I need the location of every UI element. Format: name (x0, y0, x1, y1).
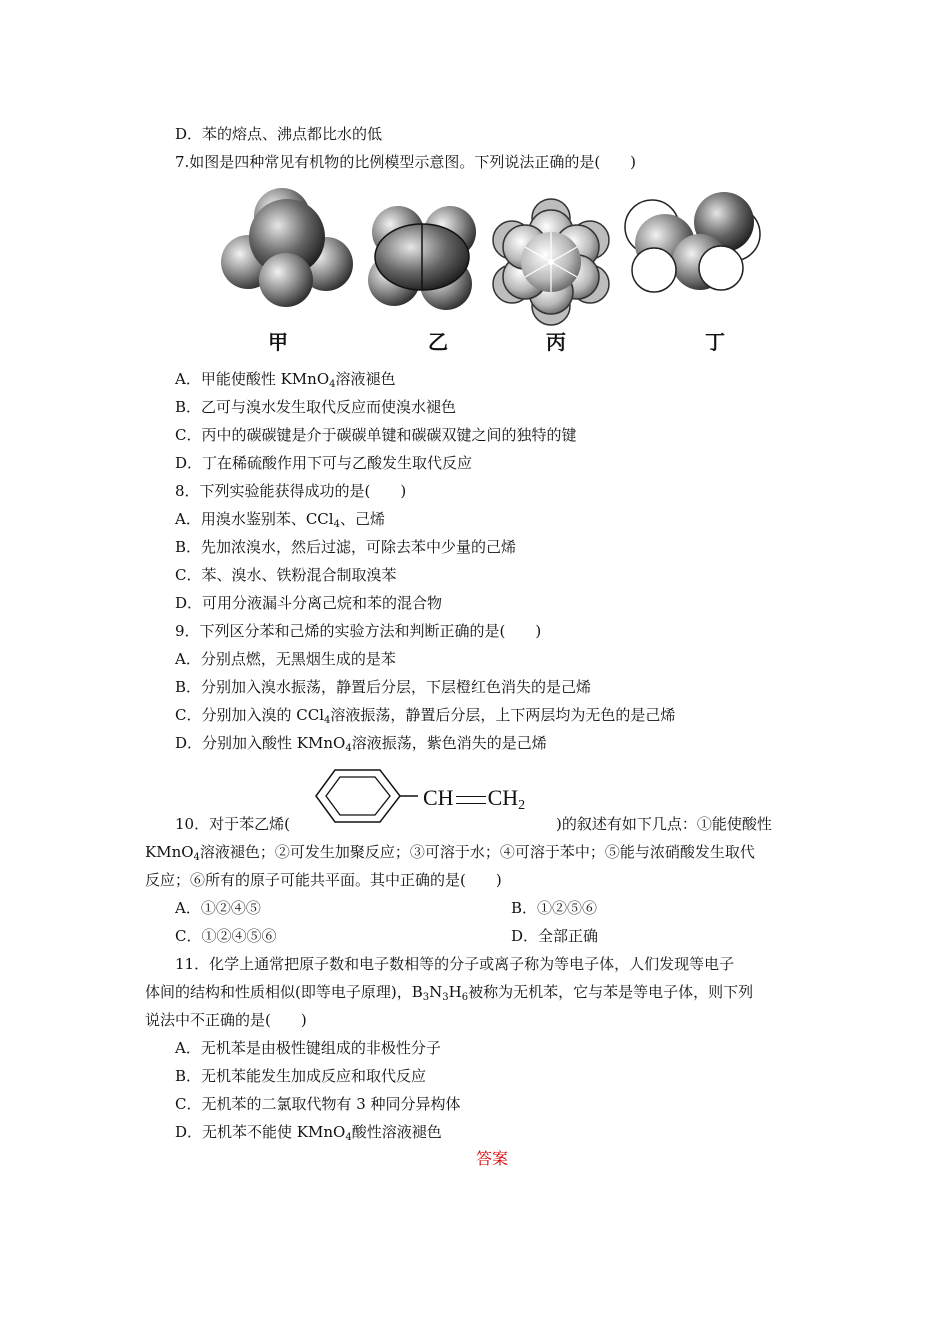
q8-option-c: C．苯、溴水、铁粉混合制取溴苯 (175, 566, 397, 584)
q10-stem-start: 10．对于苯乙烯( (175, 815, 290, 833)
q8-option-b: B．先加浓溴水，然后过滤，可除去苯中少量的己烯 (175, 538, 517, 556)
q8-option-d: D．可用分液漏斗分离己烷和苯的混合物 (175, 594, 443, 612)
q9-option-b: B．分别加入溴水振荡，静置后分层，下层橙红色消失的是己烯 (175, 678, 592, 696)
q9-option-a: A．分别点燃，无黑烟生成的是苯 (175, 650, 396, 668)
q7-option-b: B．乙可与溴水发生取代反应而使溴水褪色 (175, 398, 457, 416)
q9-option-c: C．分别加入溴的 CCl$_4$溶液振荡，静置后分层，上下两层均为无色的是己烯 (175, 706, 676, 726)
model-jia-methane (221, 188, 353, 307)
q11-option-c: C．无机苯的二氯取代物有 3 种同分异构体 (175, 1095, 461, 1113)
q11-option-a: A．无机苯是由极性键组成的非极性分子 (175, 1039, 441, 1057)
q11-option-d: D．无机苯不能使 KMnO$_4$酸性溶液褪色 (175, 1123, 442, 1143)
q11-line1: 11．化学上通常把原子数和电子数相等的分子或离子称为等电子体，人们发现等电子 (175, 955, 735, 973)
q6-option-d: D．苯的熔点、沸点都比水的低 (175, 125, 383, 143)
q10-option-d: D．全部正确 (511, 927, 599, 945)
q7-option-d: D．丁在稀硫酸作用下可与乙酸发生取代反应 (175, 454, 473, 472)
model-bing-benzene (493, 199, 609, 325)
styrene-formula: CH CH2 (423, 785, 526, 813)
q11-line3: 说法中不正确的是( ) (145, 1011, 307, 1029)
styrene-benzene-ring (310, 766, 410, 826)
q9-stem: 9．下列区分苯和己烯的实验方法和判断正确的是( ) (175, 622, 542, 640)
q7-option-a: A．甲能使酸性 KMnO$_4$溶液褪色 (175, 370, 396, 390)
q10-option-c: C．①②④⑤⑥ (175, 927, 277, 945)
q8-option-a: A．用溴水鉴别苯、CCl$_4$、己烯 (175, 510, 385, 530)
model-yi-ethylene (368, 206, 476, 310)
q10-option-a: A．①②④⑤ (175, 899, 261, 917)
model-ding-ethanol (625, 192, 760, 292)
q7-stem: 7.如图是四种常见有机物的比例模型示意图。下列说法正确的是( ) (175, 153, 637, 171)
model-label-bing: 丙 (546, 330, 566, 354)
q10-line3: 反应；⑥所有的原子可能共平面。其中正确的是( ) (145, 871, 502, 889)
q10-line2: KMnO$_4$溶液褪色；②可发生加聚反应；③可溶于水；④可溶于苯中；⑤能与浓硝酸发生取代 (145, 843, 755, 863)
model-label-ding: 丁 (705, 330, 725, 354)
double-bond (456, 796, 486, 804)
q7-option-c: C．丙中的碳碳键是介于碳碳单键和碳碳双键之间的独特的键 (175, 426, 577, 444)
q8-stem: 8．下列实验能获得成功的是( ) (175, 482, 407, 500)
q10-stem-end: )的叙述有如下几点：①能使酸性 (556, 815, 772, 833)
molecule-models-figure (0, 182, 950, 322)
q11-line2: 体间的结构和性质相似(即等电子原理)，$B_3N_3H_6$被称为无机苯，它与苯是等电子体，则下列 (145, 983, 754, 1003)
q11-option-b: B．无机苯能发生加成反应和取代反应 (175, 1067, 427, 1085)
model-label-jia: 甲 (268, 330, 288, 354)
answer-link[interactable]: 答案 (476, 1149, 509, 1168)
q10-option-b: B．①②⑤⑥ (511, 899, 598, 917)
q9-option-d: D．分别加入酸性 KMnO$_4$溶液振荡，紫色消失的是己烯 (175, 734, 547, 754)
model-label-yi: 乙 (428, 330, 448, 354)
